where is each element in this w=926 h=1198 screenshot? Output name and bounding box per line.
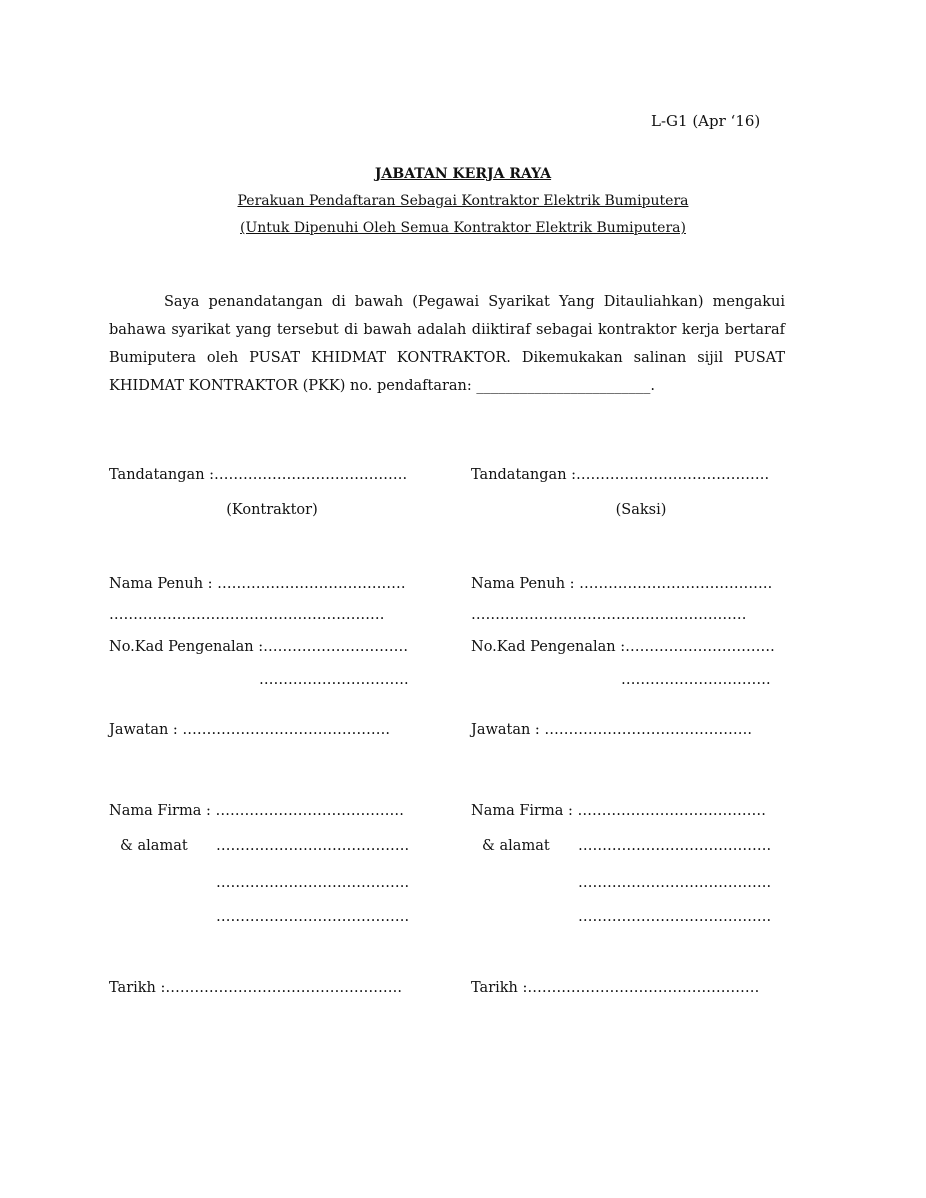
witness-ic-number-continuation[interactable]: …………………………. [621, 672, 771, 688]
witness-full-name-field[interactable]: Nama Penuh : …………………………………. [471, 576, 773, 592]
form-instruction: (Untuk Dipenuhi Oleh Semua Kontraktor Elektrik Bumiputera) [240, 220, 686, 236]
witness-firm-name-field[interactable]: Nama Firma : ………………………………… [471, 803, 766, 819]
contractor-address-line-1[interactable]: …………………………………. [216, 838, 410, 854]
witness-date-field[interactable]: Tarikh :………………………………………… [471, 980, 760, 996]
form-code: L-G1 (Apr ‘16) [651, 112, 761, 130]
witness-address-line-2[interactable]: …………………………………. [578, 875, 772, 891]
contractor-ic-number-continuation[interactable]: …………………………. [259, 672, 409, 688]
contractor-full-name-field[interactable]: Nama Penuh : ………………………………… [109, 576, 406, 592]
declaration-line: Saya penandatangan di bawah (Pegawai Syarikat Yang Ditauliahkan) mengakui [164, 294, 785, 310]
declaration-line: bahawa syarikat yang tersebut di bawah adalah diiktiraf sebagai kontraktor kerja bertaraf [109, 322, 785, 338]
contractor-caption: (Kontraktor) [226, 502, 318, 518]
witness-address-line-1[interactable]: …………………………………. [578, 838, 772, 854]
contractor-position-field[interactable]: Jawatan : ……………………………………. [109, 722, 391, 738]
contractor-date-field[interactable]: Tarikh :…………………………………………. [109, 980, 402, 996]
declaration-line: Bumiputera oleh PUSAT KHIDMAT KONTRAKTOR. Dikemukakan salinan sijil PUSAT [109, 350, 785, 366]
contractor-firm-name-field[interactable]: Nama Firma : ………………………………… [109, 803, 404, 819]
contractor-signature-field[interactable]: Tandatangan :…………………………………. [109, 467, 408, 483]
witness-address-label: & alamat [482, 838, 550, 854]
contractor-address-line-3[interactable]: …………………………………. [216, 909, 410, 925]
witness-full-name-continuation[interactable]: ………………………………………………… [471, 607, 747, 623]
witness-ic-number-field[interactable]: No.Kad Pengenalan :…………………………. [471, 639, 775, 655]
form-title: Perakuan Pendaftaran Sebagai Kontraktor Elektrik Bumiputera [237, 193, 689, 209]
contractor-address-label: & alamat [120, 838, 188, 854]
declaration-paragraph [109, 288, 785, 400]
department-title: JABATAN KERJA RAYA [374, 166, 552, 182]
witness-caption: (Saksi) [615, 502, 667, 518]
contractor-full-name-continuation[interactable]: ………………………………………………… [109, 607, 385, 623]
declaration-line: KHIDMAT KONTRAKTOR (PKK) no. pendaftaran: ________________________. [109, 378, 655, 394]
witness-position-field[interactable]: Jawatan : ……………………………………. [471, 722, 753, 738]
contractor-address-line-2[interactable]: …………………………………. [216, 875, 410, 891]
contractor-ic-number-field[interactable]: No.Kad Pengenalan :………………………… [109, 639, 409, 655]
witness-address-line-3[interactable]: …………………………………. [578, 909, 772, 925]
witness-signature-field[interactable]: Tandatangan :…………………………………. [471, 467, 770, 483]
